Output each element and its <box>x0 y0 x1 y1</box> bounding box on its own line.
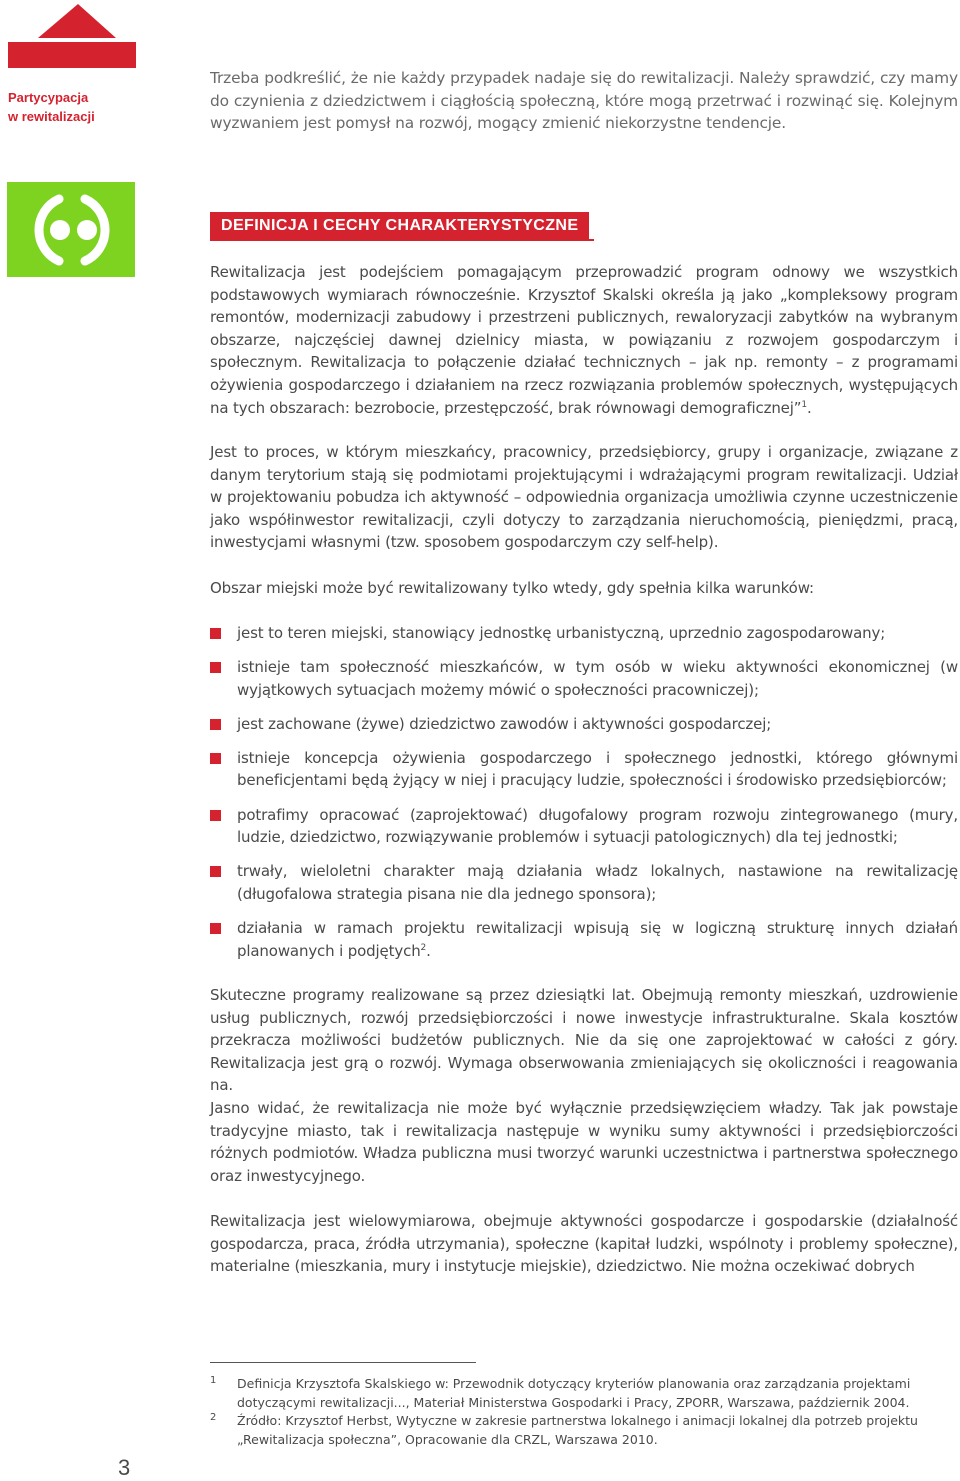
logo-house-icon <box>8 2 136 68</box>
programs-paragraph: Skuteczne programy realizowane są przez dziesiątki lat. Obejmują remonty mieszkań, uzdrowienie usług publicznych, rozwój przedsiębiorczości i nowe inwestycje infrastrukturalne. Skala kosztów przekracza możliwości budżetów publicznych. Nie da się one zaprojektować w całości z góry. Rewitalizacja jest grą o rozwój. Wymaga obserwowania zmieniających się okoliczności i reagowania na. <box>210 986 958 1095</box>
definition-text: Rewitalizacja jest podejściem pomagającym przeprowadzić program odnowy we wszystkich podstawowych wymiarach równocześnie. Krzysztof Skalski określa ją jako „kompleksowy program remontów, modernizacji zabudowy i przestrzeni publicznych, rewaloryzacji zabytków na wybranym obszarze, najczęściej dawnej dzielnicy miasta, w powiązaniu z rozwojem gospodarczym i społecznym. Rewitalizacja to połączenie działać technicznych – jak np. remonty – z programami ożywienia gospodarczego i działaniem na rzecz rozwiązania problemów społecznych, występujących na tych obszarach: bezrobocie, przestępczość, brak równowagi demograficznej” <box>210 263 958 417</box>
condition-text: trwały, wieloletni charakter mają działania władz lokalnych, nastawione na rewitalizację (długofalowa strategia pisana nie dla jednego sponsora); <box>237 862 958 903</box>
face-icon <box>7 182 135 277</box>
footnote-number: 2 <box>210 1412 217 1423</box>
condition-text: istnieje tam społeczność mieszkańców, w tym osób w wieku aktywności ekonomicznej (w wyjątkowych sytuacjach możemy mówić o społeczności pracowniczej); <box>237 658 958 699</box>
conditions-intro: Obszar miejski może być rewitalizowany tylko wtedy, gdy spełnia kilka warunków: <box>210 579 814 597</box>
footnote-number: 1 <box>210 1375 217 1386</box>
condition-text: potrafimy opracować (zaprojektować) długofalowy program rozwoju zintegrowanego (mury, ludzie, dziedzictwo, rozwiązywanie problemów i sytuacji patologicznych) dla tej jednostki; <box>237 805 958 847</box>
clearly-paragraph: Jasno widać, że rewitalizacja nie może być wyłącznie przedsięwzięciem władzy. Tak jak powstaje tradycyjne miasto, tak i rewitalizacja następuje w wyniku sumy aktywności i przedsiębiorczości różnych podmiotów. Władza publiczna musi tworzyć warunki uczestnictwa i partnerstwa społecznego oraz inwestycyjnego. <box>210 1099 958 1185</box>
footnote-1 <box>210 1375 958 1412</box>
sidebar-title-line2: w rewitalizacji <box>8 109 95 124</box>
list-item <box>210 622 958 645</box>
list-item <box>210 804 958 849</box>
condition-end: . <box>426 941 431 960</box>
footnote-divider <box>210 1362 476 1363</box>
bullet-square-icon <box>210 662 221 673</box>
footnote-text: Źródło: Krzysztof Herbst, Wytyczne w zakresie partnerstwa lokalnego i animacji lokalnej dla potrzeb projektu „Rewitalizacja społeczna”, Opracowanie dla CRZL, Warszawa 2010. <box>237 1413 918 1447</box>
list-item <box>210 747 958 792</box>
footnote-ref-2: 2 <box>420 942 427 953</box>
multidim-paragraph: Rewitalizacja jest wielowymiarowa, obejmuje aktywności gospodarcze i gospodarskie (działalność gospodarcza, praca, źródła utrzymania), społeczne (kapitał ludzki, wspólnoty i problemy społeczne), materialne (mieszkania, mury i instytucje miejskie), dziedzictwo. Nie można oczekiwać dobrych <box>210 1212 958 1276</box>
heading-underline <box>210 239 594 241</box>
bullet-square-icon <box>210 719 221 730</box>
page-number: 3 <box>118 1455 131 1480</box>
bullet-square-icon <box>210 753 221 764</box>
footnote-ref-1: 1 <box>801 399 807 410</box>
sidebar-title <box>8 88 128 126</box>
list-item <box>210 656 958 701</box>
intro-paragraph: Trzeba podkreślić, że nie każdy przypadek nadaje się do rewitalizacji. Należy sprawdzić, czy mamy do czynienia z dziedzictwem i ciągłością społeczną, które mogą przetrwać i rozwinąć się. Kolejnym wyzwaniem jest pomysł na rozwój, mogący zmienić niekorzystne tendencje. <box>210 69 958 133</box>
list-item <box>210 917 958 962</box>
condition-text: działania w ramach projektu rewitalizacji wpisują się w logiczną strukturę innych działań planowanych i podjętych <box>237 918 958 960</box>
sidebar-title-line1: Partycypacja <box>8 90 89 105</box>
list-item <box>210 713 958 736</box>
bullet-square-icon <box>210 866 221 877</box>
bullet-square-icon <box>210 628 221 639</box>
condition-text: jest to teren miejski, stanowiący jednostkę urbanistyczną, uprzednio zagospodarowany; <box>237 624 886 642</box>
bullet-square-icon <box>210 810 221 821</box>
definition-paragraph: Rewitalizacja jest podejściem pomagającym przeprowadzić program odnowy we wszystkich podstawowych wymiarach równocześnie. Krzysztof Skalski określa ją jako „kompleksowy program remontów, modernizacji zabudowy i przestrzeni publicznych, rewaloryzacji zabytków na wybranym obszarze, najczęściej dawnej dzielnicy miasta, w powiązaniu z rozwojem gospodarczym i społecznym. Rewitalizacja to połączenie działać technicznych – jak np. remonty – z programami ożywienia gospodarczego i działaniem na rzecz rozwiązania problemów społecznych, występujących na tych obszarach: bezrobocie, przestępczość, brak równowagi demograficznej”$^1$. <box>210 263 958 417</box>
list-item <box>210 860 958 905</box>
condition-text: istnieje koncepcja ożywienia gospodarczego i społecznego jednostki, którego głównymi beneficjentami będą żyjący w niej i pracujący ludzie, społeczności i środowisko przedsiębiorców; <box>237 748 958 790</box>
section-heading: DEFINICJA I CECHY CHARAKTERYSTYCZNE <box>210 212 589 239</box>
bullet-square-icon <box>210 923 221 934</box>
footnote-text: Definicja Krzysztofa Skalskiego w: Przewodnik dotyczący kryteriów planowania oraz zarządzania projektami dotyczącymi rewitalizacji..., Materiał Ministerstwa Gospodarki i Pracy, ZPORR, Warszawa, październik 2004. <box>237 1376 911 1410</box>
condition-text: jest zachowane (żywe) dziedzictwo zawodów i aktywności gospodarczej; <box>237 714 772 733</box>
process-paragraph: Jest to proces, w którym mieszkańcy, pracownicy, przedsiębiorcy, grupy i organizacje, związane z danym terytorium stają się podmiotami projektującymi i wdrażającymi program rewitalizacji. Udział w projektowaniu pobudza ich aktywność – odpowiednia organizacja umożliwia czynne uczestniczenie jako współinwestor rewitalizacji, czyli dotyczy to zarządzania nieruchomością, pieniędzmi, pracą, inwestycjami własnymi (tzw. sposobem gospodarczym czy self-help). <box>210 443 958 552</box>
footnote-2 <box>210 1412 958 1449</box>
conditions-list <box>210 622 958 974</box>
